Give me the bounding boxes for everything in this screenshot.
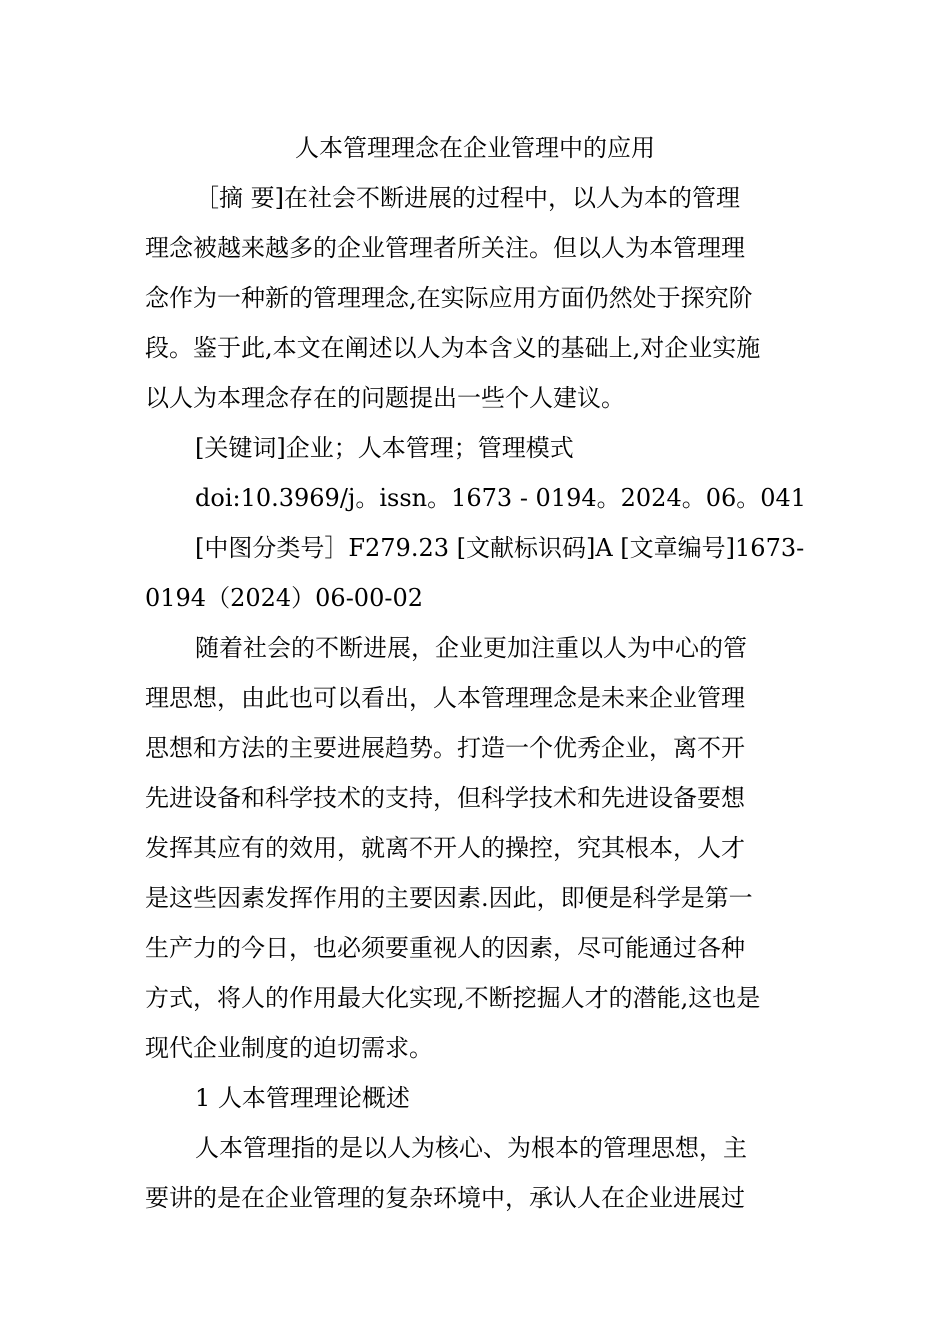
- body-line: 生产力的今日，也必须要重视人的因素，尽可能通过各种: [145, 934, 745, 962]
- abstract-line: 念作为一种新的管理理念,在实际应用方面仍然处于探究阶: [145, 284, 753, 312]
- document-title: 人本管理理念在企业管理中的应用: [295, 134, 655, 162]
- abstract-line: ［摘 要]在社会不断进展的过程中，以人为本的管理: [195, 184, 740, 212]
- classification-line: [中图分类号］F279.23 [文献标识码]A [文章编号]1673-: [195, 534, 805, 562]
- body-line: 方式，将人的作用最大化实现,不断挖掘人才的潜能,这也是: [145, 984, 761, 1012]
- body-line: 是这些因素发挥作用的主要因素.因此，即便是科学是第一: [145, 884, 753, 912]
- body-line: 发挥其应有的效用，就离不开人的操控，究其根本，人才: [145, 834, 745, 862]
- keywords-line: [关键词]企业；人本管理；管理模式: [195, 434, 574, 462]
- classification-line: 0194（2024）06-00-02: [145, 584, 423, 612]
- body-line: 现代企业制度的迫切需求。: [145, 1034, 433, 1062]
- abstract-line: 理念被越来越多的企业管理者所关注。但以人为本管理理: [145, 234, 745, 262]
- body-line: 人本管理指的是以人为核心、为根本的管理思想，主: [195, 1134, 747, 1162]
- abstract-line: 以人为本理念存在的问题提出一些个人建议。: [145, 384, 625, 412]
- body-line: 要讲的是在企业管理的复杂环境中，承认人在企业进展过: [145, 1184, 745, 1212]
- section-heading: 1 人本管理理论概述: [195, 1084, 410, 1112]
- doi-line: doi:10.3969/j。issn。1673 - 0194。2024。06。041: [195, 484, 807, 512]
- body-line: 随着社会的不断进展，企业更加注重以人为中心的管: [195, 634, 747, 662]
- body-line: 理思想，由此也可以看出，人本管理理念是未来企业管理: [145, 684, 745, 712]
- body-line: 先进设备和科学技术的支持，但科学技术和先进设备要想: [145, 784, 745, 812]
- body-line: 思想和方法的主要进展趋势。打造一个优秀企业，离不开: [145, 734, 745, 762]
- abstract-line: 段。鉴于此,本文在阐述以人为本含义的基础上,对企业实施: [145, 334, 761, 362]
